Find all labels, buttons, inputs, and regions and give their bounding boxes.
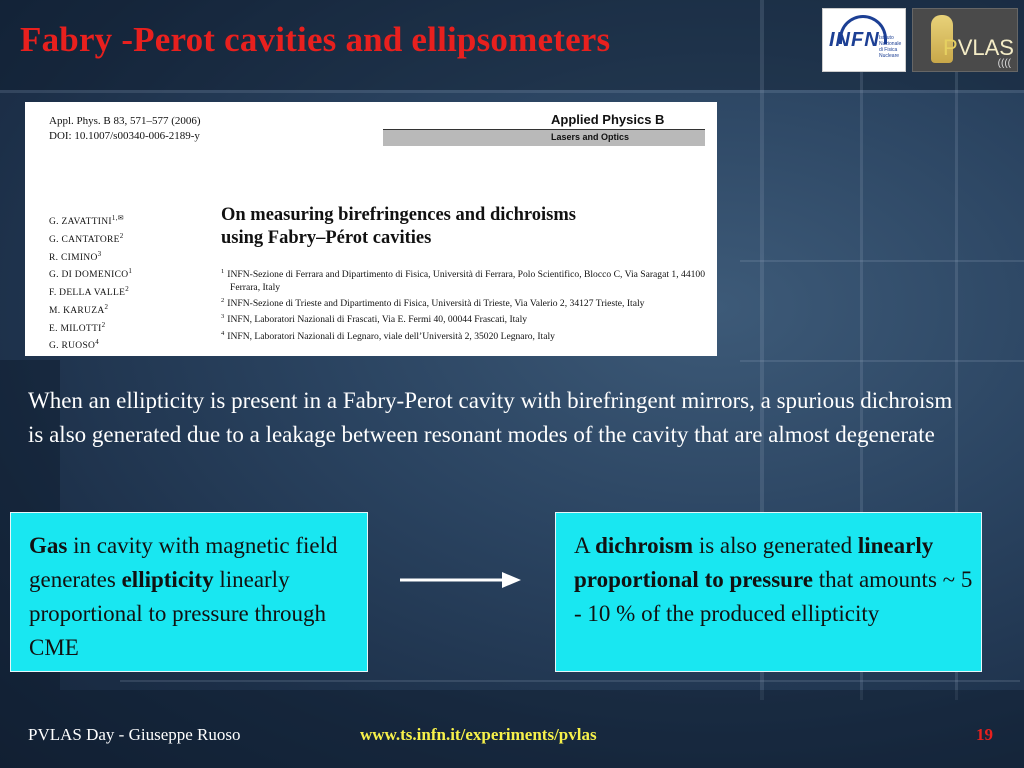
- box-text: linearly proportional to pressure through CME: [29, 567, 327, 660]
- infn-logo-mark: INFN: [829, 29, 880, 51]
- box-text: that amounts ~ 5 - 10 % of the produced ellipticity: [574, 567, 973, 626]
- paper-title-line: using Fabry–Pérot cavities: [221, 228, 432, 248]
- slide-title: Fabry -Perot cavities and ellipsometers: [20, 20, 611, 59]
- author-item: G. $ZAVATTINI^{1,✉}$: [49, 214, 124, 228]
- explanation-text: When an ellipticity is present in a Fabry-Perot cavity with birefringent mirrors, a spurious dichroism is also generated due to a leakage between resonant modes of the cavity that are almost degenerate: [28, 388, 953, 447]
- paper-header-image: [25, 102, 717, 356]
- paper-citation: Appl. Phys. B 83, 571–577 (2006): [49, 115, 201, 127]
- box-bold-term: Gas: [29, 533, 68, 558]
- author-item: E. MILOTTI$^2$: [49, 320, 106, 334]
- box-bold-term: ellipticity: [121, 567, 214, 592]
- slide-number: 19: [976, 725, 993, 744]
- footer-website-link[interactable]: www.ts.infn.it/experiments/pvlas: [360, 725, 597, 744]
- infn-logo-subtitle: Istituto Nazionale di Fisica Nucleare: [879, 35, 902, 59]
- box-bold-term: linearly proportional to pressure: [574, 533, 934, 592]
- affiliation-item: $^4$ INFN, Laboratori Nazionali di Legnaro, viale dell’Università 2, 35020 Legnaro, Italy: [221, 329, 555, 342]
- pvlas-logo-waves: ((((: [997, 58, 1011, 69]
- paper-doi: DOI: 10.1007/s00340-006-2189-y: [49, 130, 200, 142]
- paper-title-line: On measuring birefringences and dichroisms: [221, 205, 576, 225]
- author-item: F. DELLA VALLE$^2$: [49, 285, 129, 299]
- infn-logo: [822, 8, 906, 72]
- author-item: G. CANTATORE$^2$: [49, 231, 124, 245]
- journal-banner: [383, 112, 705, 146]
- affiliation-list: [221, 265, 711, 343]
- footer-author: PVLAS Day - Giuseppe Ruoso: [28, 725, 241, 744]
- paper-title: [221, 204, 691, 250]
- journal-section: Lasers and Optics: [383, 130, 705, 146]
- author-item: G. DI DOMENICO$^1$: [49, 267, 133, 281]
- box-text: in cavity with magnetic field generates: [29, 533, 338, 592]
- journal-name: Applied Physics B: [383, 112, 705, 130]
- right-arrow-icon: [400, 570, 522, 590]
- affiliation-item: $^3$ INFN, Laboratori Nazionali di Frascati, Via E. Fermi 40, 00044 Frascati, Italy: [221, 313, 528, 326]
- box-text: A: [574, 533, 596, 558]
- author-item: M. KARUZA$^2$: [49, 302, 109, 316]
- affiliation-item: $^1$ INFN-Sezione di Ferrara and Dipartimento di Fisica, Università di Ferrara, Polo Scientifico, Blocco C, Via Saragat 1, 44100 Ferrara, Italy: [221, 268, 706, 294]
- author-item: G. RUOSO$^4$: [49, 338, 100, 352]
- box-text: is also generated: [693, 533, 858, 558]
- affiliation-item: $^2$ INFN-Sezione di Trieste and Dipartimento di Fisica, Università di Trieste, Via Valerio 2, 34127 Trieste, Italy: [221, 297, 645, 310]
- author-item: R. CIMINO$^3$: [49, 249, 102, 263]
- dichroism-box: [555, 512, 982, 672]
- gas-ellipticity-box: [10, 512, 368, 672]
- author-list: [49, 212, 132, 354]
- box-bold-term: dichroism: [595, 533, 694, 558]
- paper-citation-block: [49, 114, 201, 144]
- pvlas-logo-mark: PVLAS: [943, 35, 1014, 60]
- pvlas-logo: [912, 8, 1018, 72]
